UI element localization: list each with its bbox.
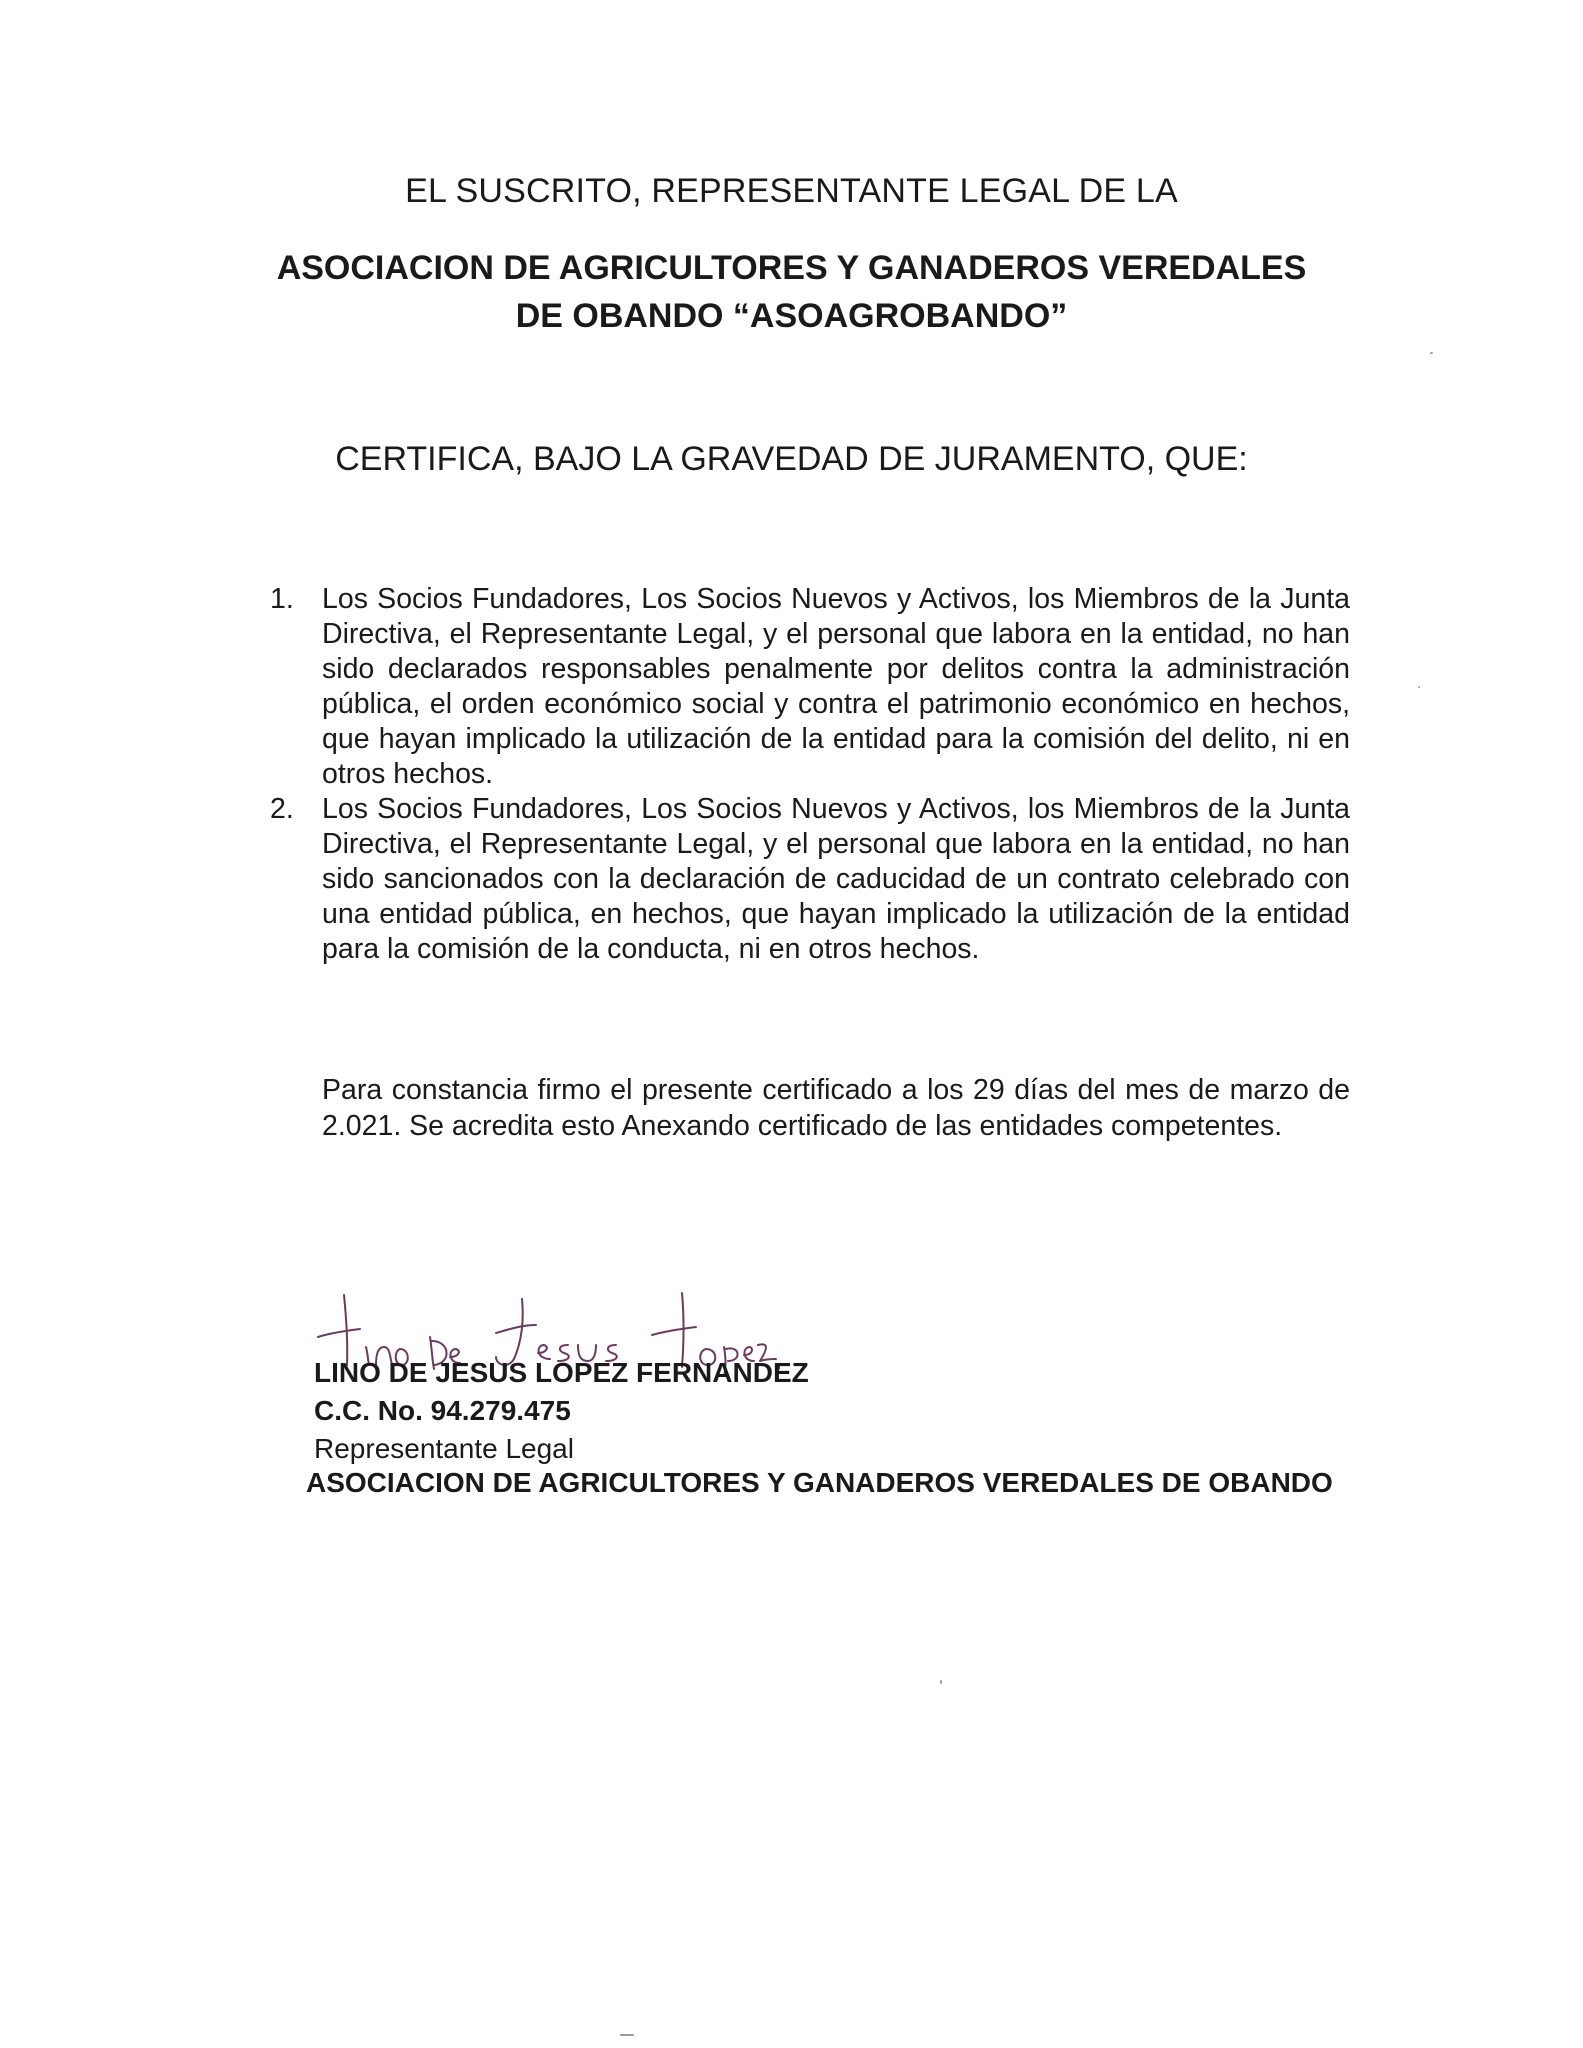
signer-name: LINO DE JESUS LOPEZ FERNANDEZ (314, 1357, 809, 1388)
constancia-paragraph: Para constancia firmo el presente certificado a los 29 días del mes de marzo de 2.021. Se acredita esto Anexando certificado de las entidades competentes. (322, 1074, 1350, 1142)
scan-speck (1430, 352, 1433, 354)
header-line: EL SUSCRITO, REPRESENTANTE LEGAL DE LA (405, 172, 1178, 210)
list-item-number: 2. (270, 793, 294, 825)
list-item (270, 582, 1350, 792)
list-item-text: Los Socios Fundadores, Los Socios Nuevos y Activos, los Miembros de la Junta Directiva, el Representante Legal, y el personal que labora en la entidad, no han sido sancionados con la declaración de caducidad de un contrato celebrado con una entidad pública, en hechos, que hayan implicado la utilización de la entidad para la comisión de la conducta, ni en otros hechos. (322, 793, 1350, 965)
organization-title (0, 244, 1583, 340)
organization-title-line2: DE OBANDO “ASOAGROBANDO” (515, 297, 1068, 335)
organization-title-line1: ASOCIACION DE AGRICULTORES Y GANADEROS VEREDALES (276, 249, 1307, 287)
signer-id-number: C.C. No. 94.279.475 (314, 1395, 571, 1426)
list-item (270, 792, 1350, 967)
list-item-number: 1. (270, 583, 294, 615)
scan-speck (940, 1680, 942, 1684)
scan-speck (1418, 686, 1420, 688)
list-item-text: Los Socios Fundadores, Los Socios Nuevos y Activos, los Miembros de la Junta Directiva, el Representante Legal, y el personal que labora en la entidad, no han sido declarados responsables penalmente por delitos contra la administración pública, el orden económico social y contra el patrimonio económico en hechos, que hayan implicado la utilización de la entidad para la comisión del delito, ni en otros hechos. (322, 583, 1350, 790)
certification-heading: CERTIFICA, BAJO LA GRAVEDAD DE JURAMENTO, QUE: (335, 440, 1248, 478)
scan-speck (620, 2034, 634, 2036)
signer-organization: ASOCIACION DE AGRICULTORES Y GANADEROS VEREDALES DE OBANDO (306, 1467, 1333, 1498)
signer-role: Representante Legal (314, 1433, 574, 1464)
signer-block (314, 1354, 1364, 1468)
certification-list (270, 582, 1350, 967)
